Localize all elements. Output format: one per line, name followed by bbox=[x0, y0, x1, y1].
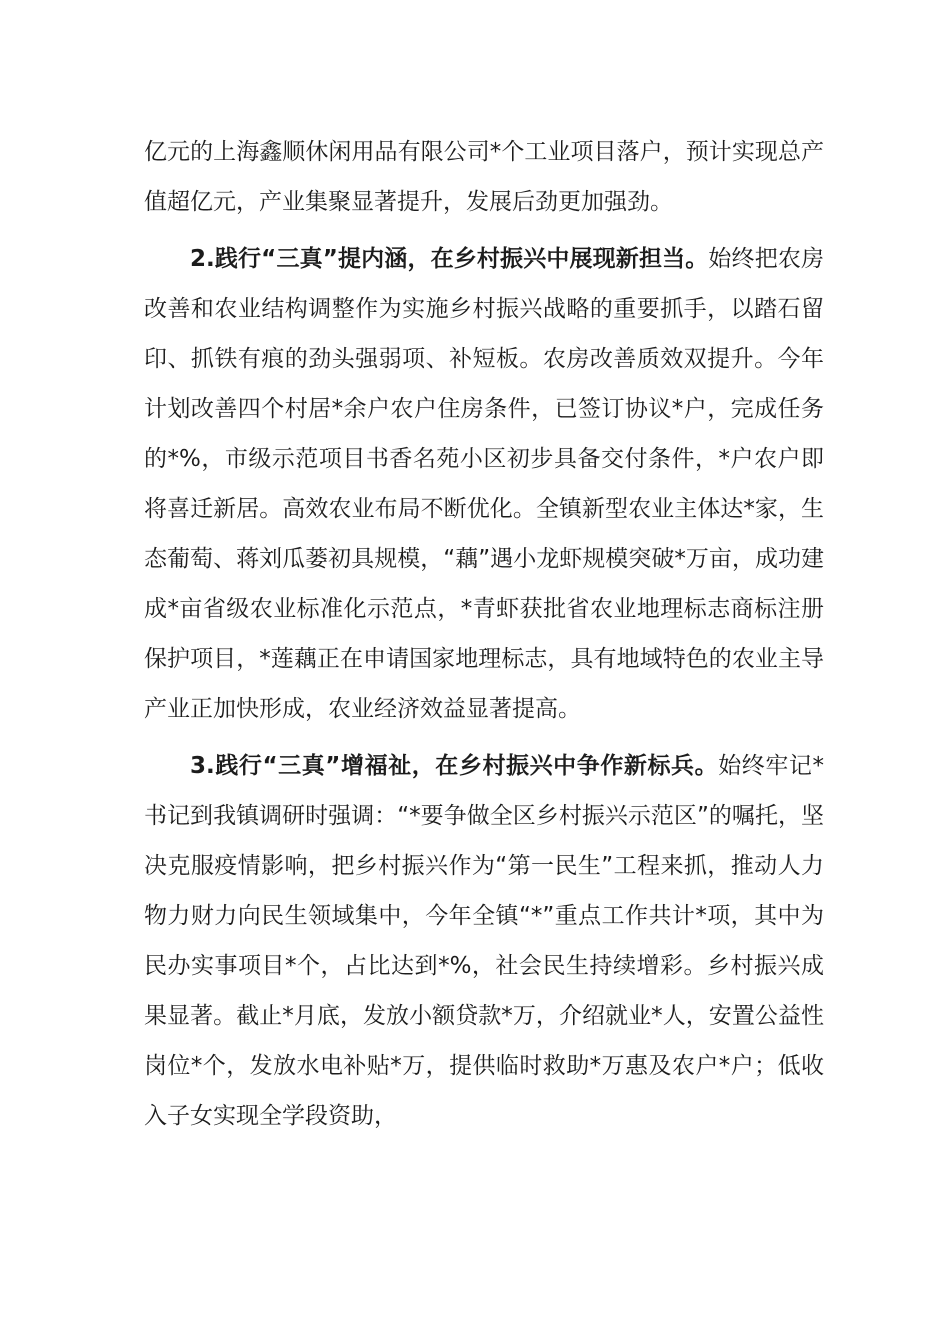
paragraph-text: 始终把农房改善和农业结构调整作为实施乡村振兴战略的重要抓手，以踏石留印、抓铁有痕的劲头强弱项、补短板。农房改善质效双提升。今年计划改善四个村居*余户农户住房条件，已签订协议*户，完成任务的*%，市级示范项目书香名苑小区初步具备交付条件，*户农户即将喜迁新居。高效农业布局不断优化。全镇新型农业主体达*家，生态葡萄、蒋刘瓜蒌初具规模，“藕”遇小龙虾规模突破*万亩，成功建成*亩省级农业标准化示范点，*青虾获批省农业地理标志商标注册保护项目，*莲藕正在申请国家地理标志，具有地域特色的农业主导产业正加快形成，农业经济效益显著提高。 bbox=[144, 246, 825, 722]
paragraph-section-3 bbox=[144, 741, 824, 1141]
paragraph-heading: 3.践行“三真”增福祉，在乡村振兴中争作新标兵。 bbox=[190, 753, 719, 779]
paragraph-section-2 bbox=[144, 234, 824, 734]
document-body bbox=[144, 127, 824, 1141]
paragraph-text: 亿元的上海鑫顺休闲用品有限公司*个工业项目落户，预计实现总产值超亿元，产业集聚显著提升，发展后劲更加强劲。 bbox=[144, 139, 824, 215]
paragraph-heading: 2.践行“三真”提内涵，在乡村振兴中展现新担当。 bbox=[190, 246, 709, 272]
paragraph-text: 始终牢记*书记到我镇调研时强调：“*要争做全区乡村振兴示范区”的嘱托，坚决克服疫情影响，把乡村振兴作为“第一民生”工程来抓，推动人力物力财力向民生领域集中，今年全镇“*”重点工作共计*项，其中为民办实事项目*个，占比达到*%，社会民生持续增彩。乡村振兴成果显著。截止*月底，发放小额贷款*万，介绍就业*人，安置公益性岗位*个，发放水电补贴*万，提供临时救助*万惠及农户*户；低收入子女实现全学段资助， bbox=[144, 753, 825, 1129]
paragraph-continuation bbox=[144, 127, 824, 227]
